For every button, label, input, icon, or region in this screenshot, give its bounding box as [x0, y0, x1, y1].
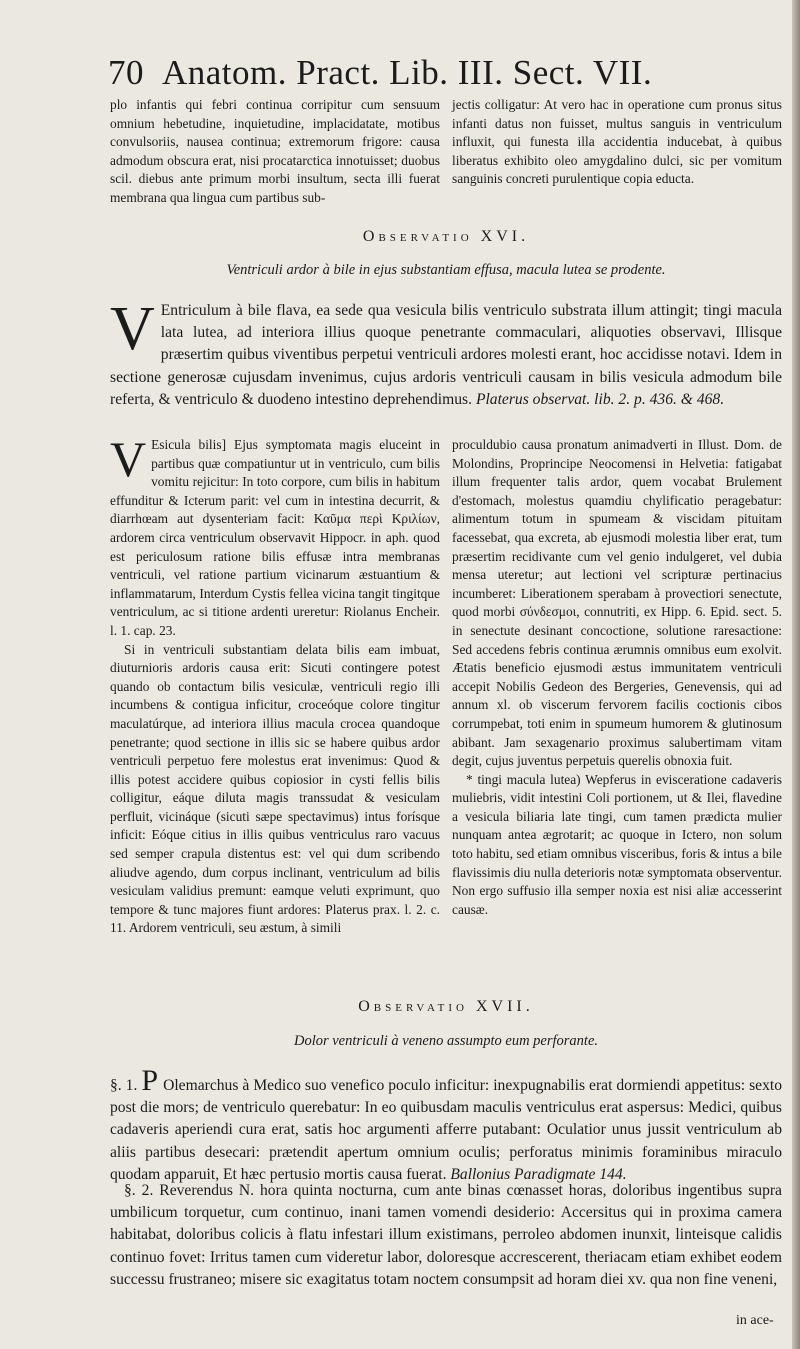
scholium-dropcap: V: [110, 431, 147, 487]
page-edge: [792, 0, 800, 1349]
observation-16-subtitle: Ventriculi ardor à bile in ejus substantiam effusa, macula lutea se prodente.: [226, 262, 666, 278]
top-right-text: jectis colligatur: At vero hac in operatione cum pronus situs infanti datus non fuisset, multus sanguis in ventriculum influxit, qui funesta illa accidentia inducebat, à quibus liberatus exhibito oleo amygdalino dulci, sic per vomitum sanguinis concreti purulentique copia educta.: [452, 97, 782, 187]
observation-17-title: Observatio XVII.: [358, 998, 534, 1015]
section-1-dropcap: P: [141, 1064, 159, 1097]
observation-17-subtitle: Dolor ventriculi à veneno assumpto eum perforante.: [293, 1033, 599, 1049]
top-left-column: [110, 96, 440, 208]
catchword: in ace-: [736, 1313, 774, 1328]
scholium-left-paragraph-1: Esicula bilis] Ejus symptomata magis eluceint in partibus quæ compatiuntur ut in ventriculo, cum bilis vomitu rejicitur: In toto corpore, cum bilis in habitum effunditur & Icterum parit: vel cum in intestina decurrit, & diarrhœam aut dysenteriam facit: Καῦμα περὶ Κριλίων, ardorem circa ventriculum observavit Hippocr. in aph. quod est periculosum ratione bilis effusæ intra membranas ventriculi, vel ratione partium vicinarum æstuantium & inflammatarum, Interdum Cystis fellea vicina tangit tingitque ventriculum, ac si titione ardenti ureretur: Riolanus Encheir. l. 1. cap. 23.: [110, 437, 440, 638]
section-1-citation: Ballonius Paradigmate 144.: [450, 1165, 627, 1183]
page-header: [108, 52, 688, 94]
scholium-left-column: [110, 431, 440, 938]
top-right-column: [452, 96, 782, 189]
running-title: Anatom. Pract. Lib. III. Sect. VII.: [162, 53, 653, 92]
section-1-label: §. 1.: [110, 1077, 138, 1094]
observation-16-body: [110, 295, 782, 411]
page-number: 70: [108, 53, 144, 92]
scholium-right-paragraph-2: * tingi macula lutea) Wepferus in evisceratione cadaveris muliebris, vidit intestini Coli portionem, ut & Ilei, flavedine a vesicula biliaria late tingi, cum tamen prædicta mulier nunquam antea ægrotarit; ac quoque in Ictero, non solum toto habitu, sed etiam omnibus visceribus, foris & intus a bile flavissimis diu nulla deterioris notæ symptomata observentur. Non ergo suffusio illa semper noxia est nisi aliæ accesserint causæ.: [452, 771, 782, 917]
observation-17-section-1: [110, 1064, 782, 1186]
scholium-right-paragraph-1: proculdubio causa pronatum animadverti in Illust. Dom. de Molondins, Proprincipe Neocomensi in Helvetia: fatigabat illum frequenter talis ardor, quem vocabat Brulement d'estomach, molestus quamdiu chylificatio peragebatur: alimentum totum in spumeam & viscidam pituitam facessebat, qua excreta, ab ejusmodi molestia liber erat, tum præsertim recidivante cum vel genio indulgeret, vel dubia mensa uteretur; aut lectioni vel scripturæ pertinacius incumberet: Liberationem sperabam à provectiori senectute, quod morbi σύνδεσμοι, connutriti, ex Hipp. 6. Epid. sect. 5. in senectute desinant concoctione, solutione raresactione: Sed accedens febris continua ærumnis omnibus eum exolvit. Ætatis beneficio ejusmodi æstus immunitatem ventriculi accepit Nobilis Gedeon des Bergeries, Genevensis, qui ad annum xl. ob viscerum fervorem facilis coctionis cibos corrumpebat, toti enim in spumeum humorem & glutinosum abibant. Jam sexagenario proximus salubertimam vitam degit, cujus juventus perpetuis querelis obnoxia fuit.: [452, 437, 782, 769]
section-2-text: Reverendus N. hora quinta nocturna, cum ante binas cœnasset horas, doloribus ingentibus supra umbilicum torquetur, cum continuo, inani tamen vomendi desiderio: Accersitus qui in proxima camera habitabat, doloribus colicis à flatu infestari illum existimans, perroleo abdomen inunxit, linteisque calidis continuo fovet: Irritus tamen cum videretur labor, doloresque accrescerent, theriacam etiam exhibet eodem successu frustraneo; misere sic exagitatus totam noctem consumpsit ad horam diei xv. qua non fine veneni,: [110, 1182, 782, 1288]
scholium-left-paragraph-2: Si in ventriculi substantiam delata bilis eam imbuat, diuturnioris ardoris causa erit: Sicuti contingere potest quando ob contactum bilis vesiculæ, ventriculi regio illi incumbens & contigua inficitur, croceóque colore tingitur maculatúrque, ad interiora illius macula crocea quandoque penetrante; quod sectione in illis sic se habere quibus ardor ventriculi perpetuo fere molestus erat invenimus: Quod & illis potest accidere quibus copiosior in cysti fellis bilis colligitur, eáque diluta magis transsudat & vesiculam perfluit, vicináque (sicuti sæpe spectavimus) intus forísque inficit: Eóque citius in illis quibus ventriculus raro vacuus sed semper crapula distentus est: vel qui dum scribendo aliudve agendo, dum corpus inclinant, ventriculum ad bilis vesiculam validius premunt: eamque veluti exprimunt, quo tempore & tunc majores fiunt ardores: Platerus prax. l. 2. c. 11. Ardorem ventriculi, seu æstum, à simili: [110, 641, 440, 936]
observation-16-title: Observatio XVI.: [362, 228, 530, 245]
observation-17-section-2: [110, 1180, 782, 1291]
section-2-label: §. 2.: [124, 1182, 154, 1199]
scholium-right-column: [452, 436, 782, 919]
top-left-text: plo infantis qui febri continua corripitur cum sensuum omnium hebetudine, inquietudine, implacidatate, motibus convulsoriis, nausea continua; extremorum frigore: causa admodum obscura erat, nisi procatarctica innotuisset; duobus scil. diebus ante primum morbi insultum, secta illi fuerat membrana qua lingua cum partibus sub-: [110, 97, 440, 205]
section-1-text: Olemarchus à Medico suo venefico poculo inficitur: inexpugnabilis erat dormiendi appetitus: sexto post die mors; de ventriculo querebatur: In eo quibusdam maculis ventriculus erat aspersus: Medici, quibus cadaveris aperiendi cura erat, satis hoc argumenti afferre putabant: Oculatior unus jussit ventriculum ab aliis partibus desecari: prætendit apertum omnium oculis; perforatus minimis foraminibus miraculo quodam apparuit, Et hæc pertusio mortis causa fuerat.: [110, 1077, 782, 1183]
observation-16-dropcap: V: [110, 295, 155, 363]
observation-16-citation: Platerus observat. lib. 2. p. 436. & 468.: [475, 390, 725, 408]
observation-16-text: Entriculum à bile flava, ea sede qua vesicula bilis ventriculo substrata illum attingit; tingi macula lata lutea, ad interiora illius quoque penetrante commaculari, aliquoties observavi, Illisque præsertim quibus viventibus perpetui ventriculi ardores molesti erant, hoc accidisse notavi. Idem in sectione generosæ cujusdam invenimus, cujus ardoris ventriculi causam in bilis vesicula admodum bile referta, & ventriculo & duodeno intestino deprehendimus.: [110, 302, 782, 408]
